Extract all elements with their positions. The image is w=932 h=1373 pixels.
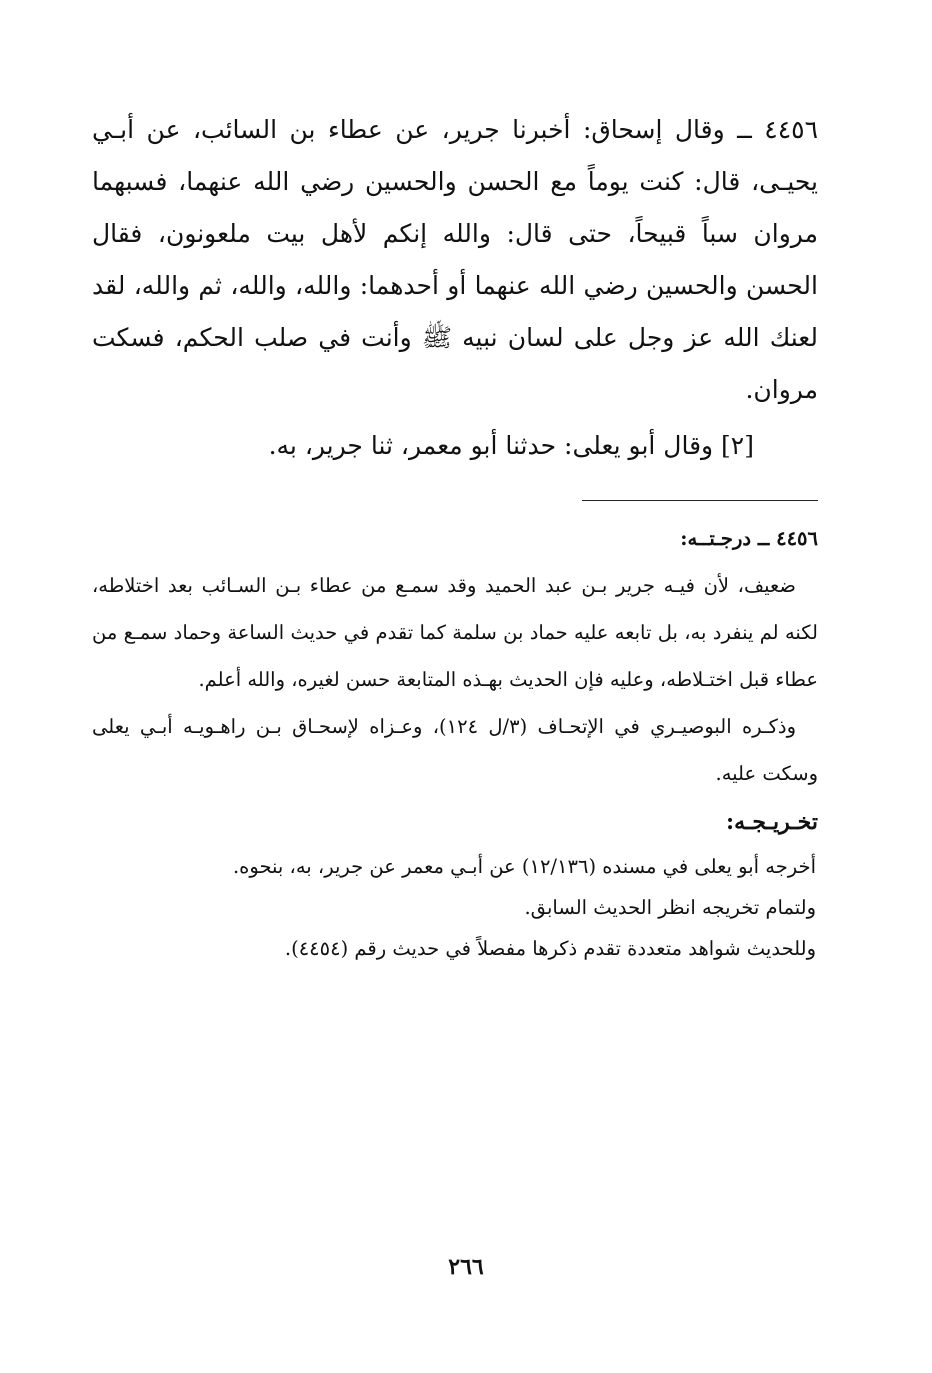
hadith-text: ٤٤٥٦ ــ وقال إسحاق: أخبرنا جرير، عن عطاء بن السائب، عن أبـي يحيـى، قال: كنت يوماً مع الحسن والحسين رضي الله عنهما، فسبهما مروان سباً قبيحاً، حتى قال: والله إنكم لأهل بيت ملعونون، فقال الحسن والحسين رضي الله عنهما أو أحدهما: والله، والله، ثم والله، لقد لعنك الله عز وجل على لسان نبيه ﷺ وأنت في صلب الحكم، فسكت مروان. [92, 115, 818, 404]
takhrij-line: ولتمام تخريجه انظر الحديث السابق. [524, 896, 816, 919]
footnote-divider [582, 500, 818, 501]
hadith-block [92, 104, 818, 472]
busiri-text: وذكـره البوصيـري في الإتحـاف (٣/ل ١٢٤)، وعـزاه لإسحـاق بـن راهـويـه أبـي يعلى وسكت عليه. [92, 715, 818, 785]
footnotes-block [92, 515, 818, 969]
hadith-source-line: [٢] وقال أبو يعلى: حدثنا أبو معمر، ثنا جرير، به. [268, 431, 754, 460]
page-number: ٢٦٦ [448, 1254, 484, 1280]
takhrij-line: وللحديث شواهد متعددة تقدم ذكرها مفصلاً في حديث رقم (٤٤٥٤). [284, 937, 816, 960]
takhrij-line: أخرجه أبو يعلى في مسنده (١٢/١٣٦) عن أبـي معمر عن جرير، به، بنحوه. [232, 855, 816, 878]
grade-heading: ٤٤٥٦ ــ درجـتــه: [680, 527, 818, 550]
grade-text: ضعيف، لأن فيـه جرير بـن عبد الحميد وقد سمـع من عطاء بـن السـائب بعد اختلاطه، لكنه لم ينفرد به، بل تابعه عليه حماد بن سلمة كما تقدم في حديث الساعة وحماد سمـع من عطاء قبل اختـلاطه، وعليه فإن الحديث بهـذه المتابعة حسن لغيره، والله أعلم. [92, 574, 818, 691]
takhrij-heading: تخـريـجـه: [725, 809, 818, 835]
